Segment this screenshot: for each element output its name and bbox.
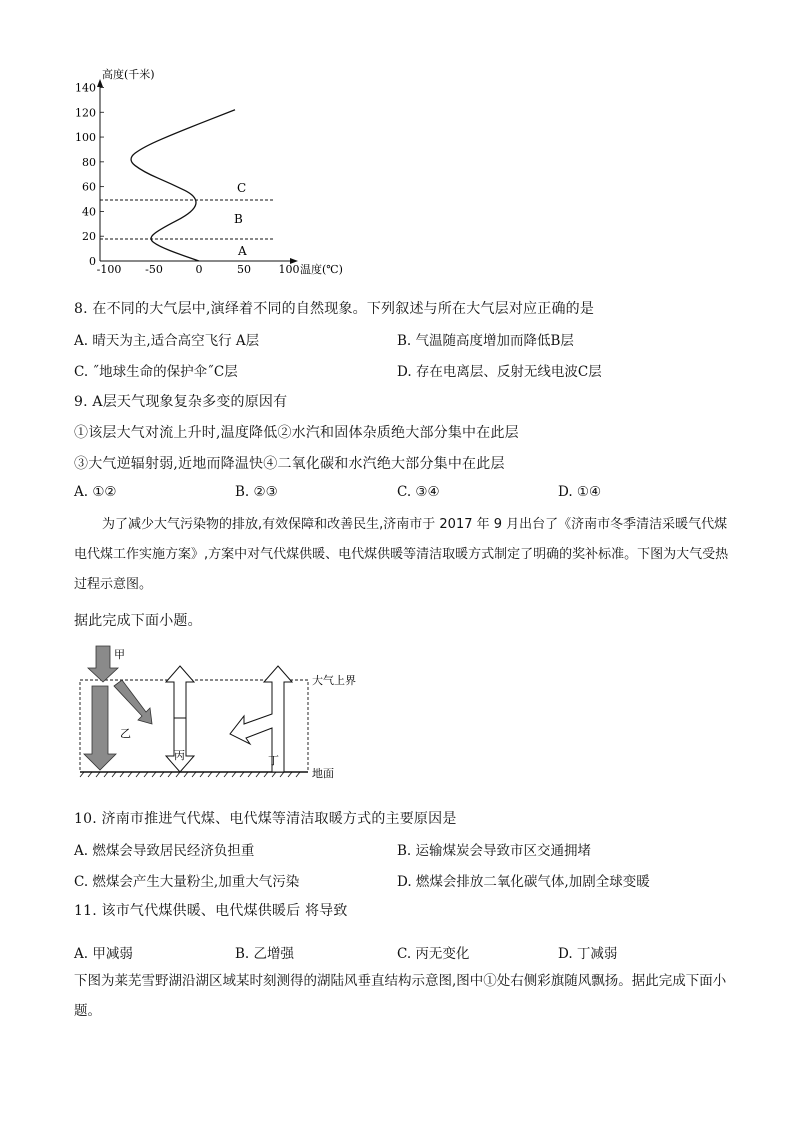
arrow-diagonal [114,680,152,724]
temperature-curve [131,110,235,261]
atmospheric-heating-diagram [74,642,374,787]
label-jia: 甲 [114,648,125,661]
q11-option-c[interactable]: C. 丙无变化 [397,946,470,962]
x-tick-labels [97,263,300,276]
q8-option-a[interactable]: A. 晴天为主,适合高空飞行 A层 [74,333,260,349]
q9-option-c[interactable]: C. ③④ [397,484,440,500]
q11-option-b[interactable]: B. 乙增强 [235,946,295,962]
q10-option-d[interactable]: D. 燃煤会排放二氧化碳气体,加剧全球变暖 [397,874,650,890]
label-yi: 乙 [120,727,131,740]
next-section-intro: 下图为莱芜雪野湖沿湖区域某时刻测得的湖陆风垂直结构示意图,图中①处右侧彩旗随风飘扬。据此完成下面小题。 [74,973,727,1019]
label-bing: 丙 [174,749,185,762]
y-tick-label: 100 [75,131,96,145]
y-axis-label: 高度(千米) [102,68,155,81]
q10-option-a[interactable]: A. 燃煤会导致居民经济负担重 [74,843,255,859]
y-tick-label: 20 [82,230,96,244]
q9-option-b[interactable]: B. ②③ [235,484,278,500]
q8-stem: 8. 在不同的大气层中,演绎着不同的自然现象。下列叙述与所在大气层对应正确的是 [74,301,595,317]
label-top-of-atmosphere: 大气上界 [312,674,356,687]
y-tick-label: 0 [89,255,96,268]
x-tick-label: 50 [237,263,251,276]
y-tick-labels [75,81,96,268]
y-tick-label: 140 [75,81,96,95]
q11-option-a[interactable]: A. 甲减弱 [74,946,133,962]
q11-stem: 11. 该市气代煤供暖、电代煤供暖后 将导致 [74,903,348,919]
passage-instruction: 据此完成下面小题。 [74,613,202,629]
q10-option-b[interactable]: B. 运输煤炭会导致市区交通拥堵 [397,843,592,859]
passage-text: 为了减少大气污染物的排放,有效保障和改善民生,济南市于 2017 年 9 月出台了《济南市冬季清洁采暖气代煤电代煤工作实施方案》,方案中对气代煤供暖、电代煤供暖等清洁取暖方式制定了明确的奖补标准。下图为大气受热过程示意图。 [74,517,729,592]
q9-statement-1: ①该层大气对流上升时,温度降低②水汽和固体杂质绝大部分集中在此层 [74,425,519,441]
q9-stem: 9. A层天气现象复杂多变的原因有 [74,394,288,410]
label-ding: 丁 [268,754,279,767]
y-tick-label: 80 [82,155,96,169]
q9-statement-2: ③大气逆辐射弱,近地而降温快④二氧化碳和水汽绝大部分集中在此层 [74,456,505,472]
x-axis-label: 温度(℃) [300,263,343,276]
y-tick-marks [100,87,104,261]
y-tick-label: 60 [82,180,96,194]
q8-option-c[interactable]: C. ˝地球生命的保护伞˝C层 [74,364,238,380]
arrow-yi [84,686,116,770]
q9-option-d[interactable]: D. ①④ [558,484,602,500]
q8-option-b[interactable]: B. 气温随高度增加而降低B层 [397,333,574,349]
q8-option-d[interactable]: D. 存在电离层、反射无线电波C层 [397,364,602,380]
x-tick-label: -50 [145,263,163,276]
x-tick-label: 0 [195,263,203,276]
q10-option-c[interactable]: C. 燃煤会产生大量粉尘,加重大气污染 [74,874,300,890]
arrow-ding [230,666,292,772]
y-tick-label: 40 [82,205,96,219]
label-ground: 地面 [312,767,334,780]
q11-option-d[interactable]: D. 丁减弱 [558,946,618,962]
layer-label-a: A [238,244,247,258]
layer-label-c: C [237,181,247,195]
y-tick-label: 120 [75,106,96,120]
layer-label-b: B [234,212,243,226]
x-tick-label: -100 [96,263,122,276]
temperature-altitude-chart [70,65,360,280]
arrow-bing-down [166,718,194,772]
q10-stem: 10. 济南市推进气代煤、电代煤等清洁取暖方式的主要原因是 [74,811,457,827]
x-tick-label: 100 [278,263,300,276]
q9-option-a[interactable]: A. ①② [74,484,117,500]
